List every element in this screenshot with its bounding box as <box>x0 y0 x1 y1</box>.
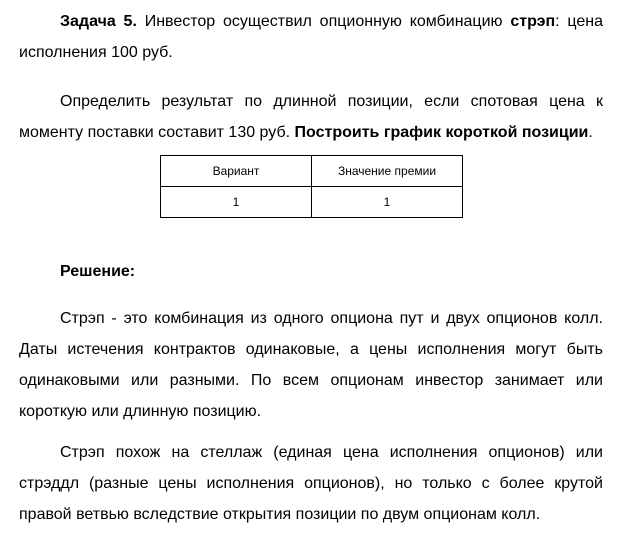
table-header-premium: Значение премии <box>312 156 463 187</box>
task-line-1: Определить результат по длинной позиции, если спотовая цена к <box>60 93 603 110</box>
problem-statement <box>19 6 603 68</box>
task-line-2: моменту поставки составит 130 руб. Построить график короткой позиции. <box>19 124 593 141</box>
task-statement <box>19 86 603 148</box>
solution-paragraph-2 <box>19 437 603 530</box>
table-cell-premium: 1 <box>312 187 463 218</box>
paragraph-line: Даты истечения контрактов одинаковые, а цены исполнения могут быть <box>19 341 603 358</box>
strap-term: стрэп <box>510 13 556 30</box>
solution-paragraph-1 <box>19 303 603 427</box>
problem-title: Задача 5. <box>60 13 137 30</box>
paragraph-line: правой ветвью вследствие открытия позиции по двум опционам колл. <box>19 506 541 523</box>
problem-line-1: Задача 5. Инвестор осуществил опционную комбинацию стрэп: цена <box>60 13 603 30</box>
table-header-variant: Вариант <box>161 156 312 187</box>
paragraph-line: стрэддл (разные цены исполнения опционов), но только с более крутой <box>19 475 603 492</box>
table-cell-variant: 1 <box>161 187 312 218</box>
problem-line-2: исполнения 100 руб. <box>19 44 173 61</box>
solution-heading: Решение: <box>60 263 136 280</box>
paragraph-line: короткую или длинную позицию. <box>19 403 262 420</box>
table-row <box>161 187 463 218</box>
paragraph-line: Стрэп - это комбинация из одного опциона пут и двух опционов колл. <box>60 310 603 327</box>
table-header-row <box>161 156 463 187</box>
variant-table <box>160 155 463 218</box>
task-instruction: Построить график короткой позиции <box>294 124 589 141</box>
paragraph-line: одинаковыми или разными. По всем опционам инвестор занимает или <box>19 372 603 389</box>
paragraph-line: Стрэп похож на стеллаж (единая цена исполнения опционов) или <box>60 444 603 461</box>
